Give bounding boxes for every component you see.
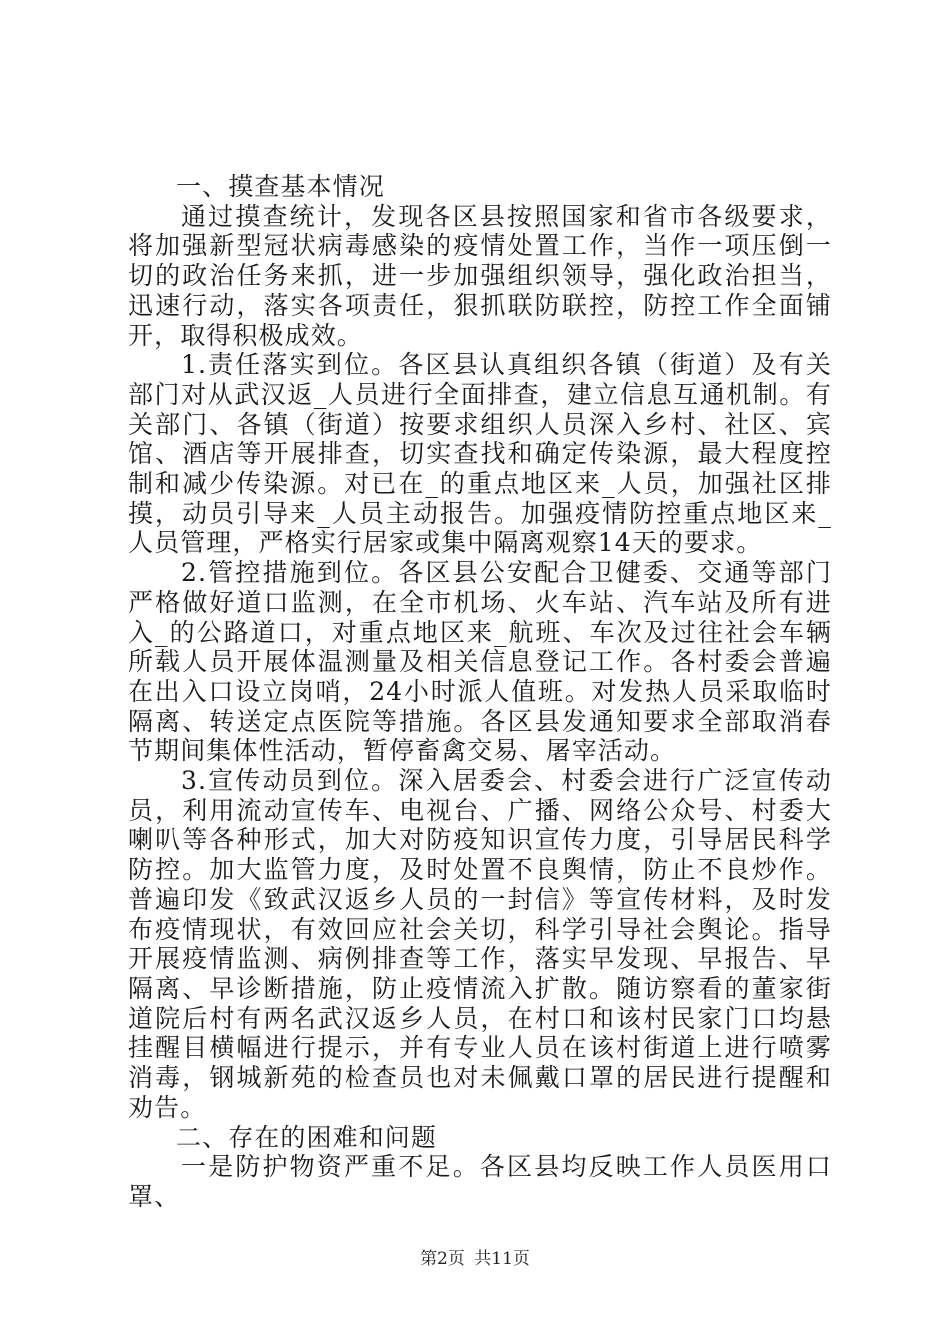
paragraph-difficulties: 一是防护物资严重不足。各区县均反映工作人员医用口罩、 [128,1152,832,1211]
section-heading-1: 一、摸查基本情况 [176,172,385,201]
paragraph-overview: 通过摸查统计，发现各区县按照国家和省市各级要求，将加强新型冠状病毒感染的疫情处置工作，当作一项压倒一切的政治任务来抓，进一步加强组织领导，强化政治担当，迅速行动，落实各项责任，狠抓联防联控，防控工作全面铺开，取得积极成效。 [128,201,832,350]
paragraph-responsibility: 1.责任落实到位。各区县认真组织各镇（街道）及有关部门对从武汉返_人员进行全面排查，建立信息互通机制。有关部门、各镇（街道）按要求组织人员深入乡村、社区、宾馆、酒店等开展排查，切实查找和确定传染源，最大程度控制和减少传染源。对已在_的重点地区来_人员，加强社区排摸，动员引导来_人员主动报告。加强疫情防控重点地区来_人员管理，严格实行居家或集中隔离观察14天的要求。 [128,350,832,558]
page-total: 共11页 [474,1249,530,1269]
document-body [128,172,832,1212]
paragraph-control-measures: 2.管控措施到位。各区县公安配合卫健委、交通等部门严格做好道口监测，在全市机场、火车站、汽车站及所有进入_的公路道口，对重点地区来_航班、车次及过往社会车辆所载人员开展体温测量及相关信息登记工作。各村委会普遍在出入口设立岗哨，24小时派人值班。对发热人员采取临时隔离、转送定点医院等措施。各区县发通知要求全部取消春节期间集体性活动，暂停畜禽交易、屠宰活动。 [128,558,832,766]
page-footer [0,1244,950,1269]
section-heading-2: 二、存在的困难和问题 [176,1122,438,1152]
paragraph-publicity: 3.宣传动员到位。深入居委会、村委会进行广泛宣传动员，利用流动宣传车、电视台、广播、网络公众号、村委大喇叭等各种形式，加大对防疫知识宣传力度，引导居民科学防控。加大监管力度，及时处置不良舆情，防止不良炒作。普遍印发《致武汉返乡人员的一封信》等宣传材料，及时发布疫情现状，有效回应社会关切，科学引导社会舆论。指导开展疫情监测、病例排查等工作，落实早发现、早报告、早隔离、早诊断措施，防止疫情流入扩散。随访察看的董家街道院后村有两名武汉返乡人员，在村口和该村民家门口均悬挂醒目横幅进行提示，并有专业人员在该村街道上进行喷雾消毒，钢城新苑的检查员也对未佩戴口罩的居民进行提醒和劝告。 [128,766,832,1122]
page-number: 第2页 [420,1249,465,1269]
